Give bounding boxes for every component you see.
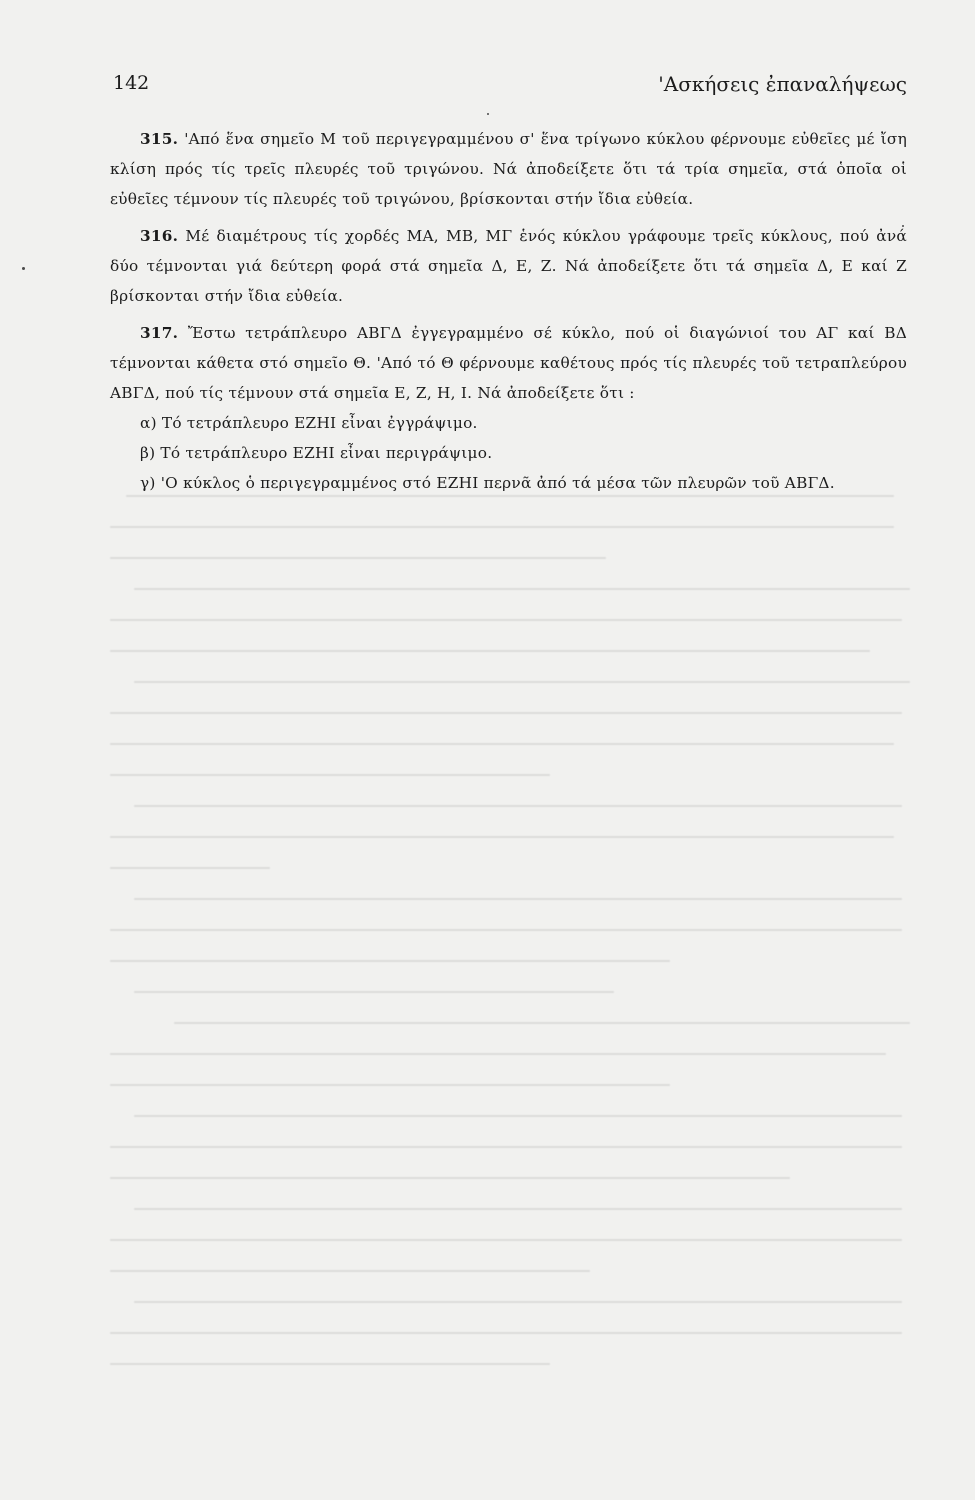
running-title: 'Ασκήσεις ἐπαναλήψεως	[658, 72, 907, 96]
exercise-text: 'Από ἕνα σημεῖο Μ τοῦ περιγεγραμμένου σ' ἕνα τρίγωνο κύκλου φέρνουμε εὐθεῖες μέ ἴση κλίση πρός τίς τρεῖς πλευρές τοῦ τριγώνου. Νά ἀποδείξετε ὅτι τά τρία σημεῖα, στά ὁποῖα οἱ εὐθεῖες τέμνουν τίς πλευρές τοῦ τριγώνου, βρίσκονται στήν ἴδια εὐθεία.	[110, 130, 907, 208]
paper-speck	[487, 113, 489, 115]
exercise-317	[110, 318, 907, 408]
exercise-317-item-a: α) Τό τετράπλευρο ΕΖΗΙ εἶναι ἐγγράψιμο.	[140, 414, 478, 432]
show-through-texture	[110, 495, 910, 1395]
exercise-text: Ἔστω τετράπλευρο ΑΒΓΔ ἐγγεγραμμένο σέ κύκλο, πού οἱ διαγώνιοί του ΑΓ καί ΒΔ τέμνονται κάθετα στό σημεῖο Θ. 'Από τό Θ φέρνουμε καθέτους πρός τίς πλευρές τοῦ τετραπλεύρου ΑΒΓΔ, πού τίς τέμνουν στά σημεῖα Ε, Ζ, Η, Ι. Νά ἀποδείξετε ὅτι :	[110, 324, 907, 402]
exercise-317-item-c: γ) 'Ο κύκλος ὁ περιγεγραμμένος στό ΕΖΗΙ περνᾶ ἀπό τά μέσα τῶν πλευρῶν τοῦ ΑΒΓΔ.	[140, 474, 835, 492]
exercise-number: 317.	[140, 324, 179, 342]
exercise-317-item-b: β) Τό τετράπλευρο ΕΖΗΙ εἶναι περιγράψιμο.	[140, 444, 493, 462]
exercises-body	[110, 124, 907, 498]
page-number: 142	[113, 72, 150, 94]
page-header	[113, 72, 907, 106]
exercise-text: Μέ διαμέτρους τίς χορδές ΜΑ, ΜΒ, ΜΓ ἑνός κύκλου γράφουμε τρεῖς κύκλους, πού ἀνά δύο τέμνονται γιά δεύτερη φορά στά σημεῖα Δ, Ε, Ζ. Νά ἀποδείξετε ὅτι τά σημεῖα Δ, Ε καί Ζ βρίσκονται στήν ἴδια εὐθεία.	[110, 227, 907, 305]
exercise-316	[110, 221, 907, 311]
paper-speck	[902, 225, 904, 227]
exercise-number: 315.	[140, 130, 179, 148]
exercise-number: 316.	[140, 227, 179, 245]
exercise-315	[110, 124, 907, 214]
paper-speck	[22, 267, 25, 270]
